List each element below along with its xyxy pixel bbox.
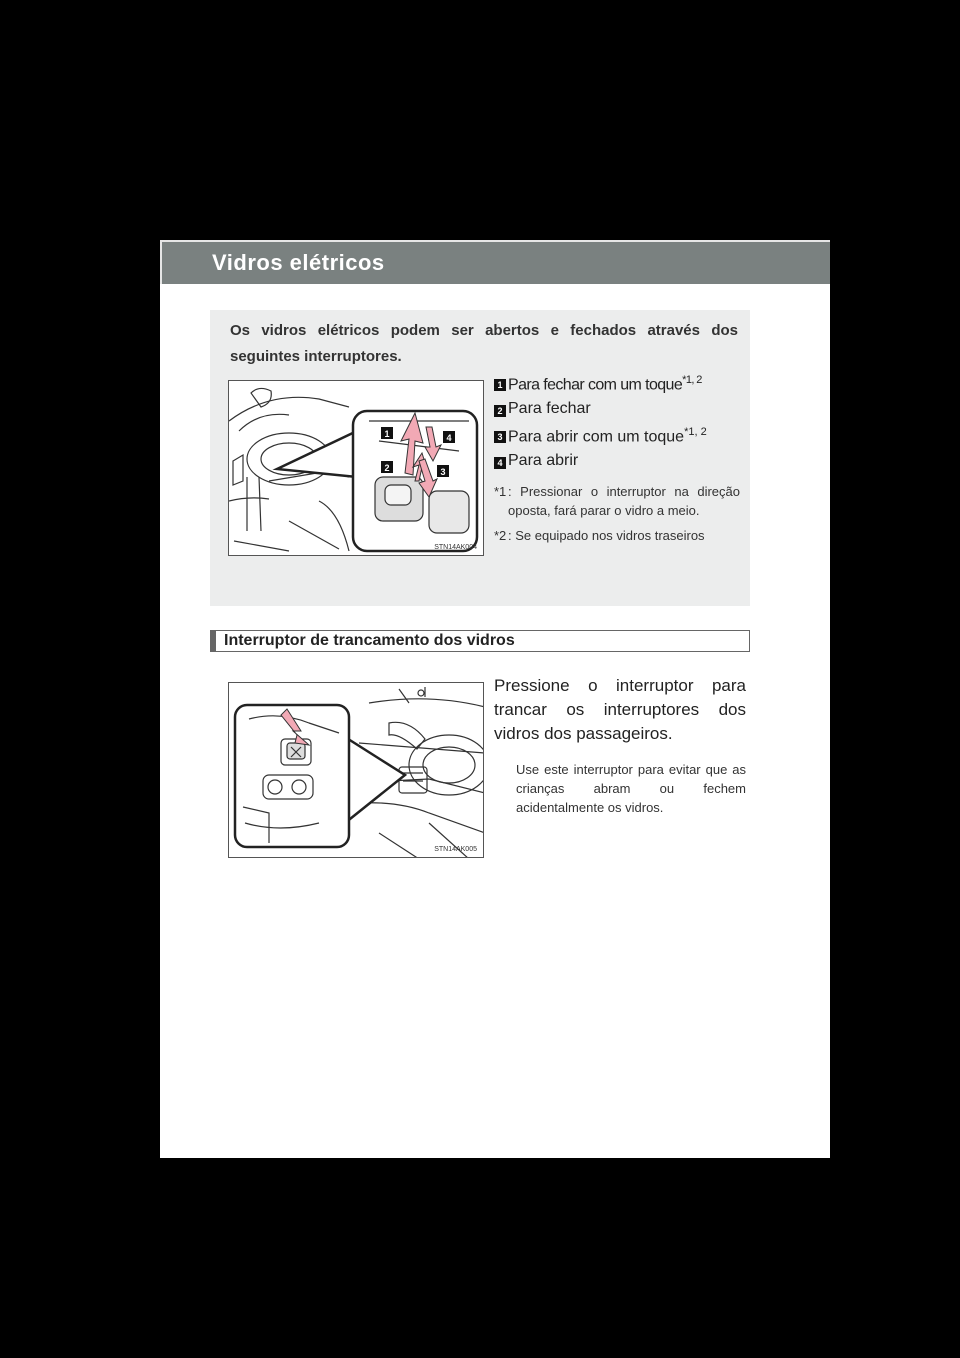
section-note-text: Use este interruptor para evitar que as crianças abram ou fechem acidentalmente os vidros.	[516, 762, 746, 815]
lock-switch-drawing	[229, 683, 484, 858]
section-heading	[210, 630, 750, 652]
legend-text: Para abrir com um toque$^{*1, 2}$	[508, 426, 707, 446]
legend	[494, 372, 740, 545]
legend-item	[494, 424, 740, 450]
manual-page	[160, 240, 830, 1158]
legend-text: Para fechar com um toque$^{*1, 2}$	[508, 374, 702, 394]
legend-item	[494, 372, 740, 398]
section-main-text: Pressione o interruptor para trancar os interruptores dos vidros dos passageiros.	[494, 676, 746, 743]
legend-superscript: *1, 2	[682, 374, 702, 386]
legend-text: Para abrir	[508, 452, 579, 469]
power-window-switch-illustration	[228, 380, 484, 556]
footnote-text: : Pressionar o interruptor na direção oposta, fará parar o vidro a meio.	[508, 484, 740, 518]
callout-1-label: 1	[384, 429, 390, 439]
figure-code: STN14AK005	[434, 846, 477, 853]
section-body	[494, 674, 746, 817]
legend-number: 4	[494, 457, 506, 469]
page-number: 112	[160, 1139, 181, 1154]
legend-text: Para fechar	[508, 400, 591, 417]
legend-number: 3	[494, 431, 506, 443]
footnote	[494, 526, 740, 545]
legend-item	[494, 450, 740, 476]
page-title: Vidros elétricos	[212, 250, 385, 275]
intro-box	[210, 310, 750, 606]
footnote-mark: *1	[494, 484, 507, 499]
window-switch-drawing	[229, 381, 484, 556]
window-lock-switch-illustration	[228, 682, 484, 858]
title-bar	[160, 240, 830, 284]
footnote-mark: *2	[494, 528, 507, 543]
footnote-text: : Se equipado nos vidros traseiros	[508, 528, 705, 543]
section-heading-text: Interruptor de trancamento dos vidros	[224, 632, 515, 649]
callout-3-label: 3	[440, 467, 446, 477]
legend-number: 1	[494, 379, 506, 391]
intro-text: Os vidros elétricos podem ser abertos e fechados através dos seguintes interruptores.	[230, 322, 738, 365]
callout-4-label: 4	[446, 433, 452, 443]
callout-2-label: 2	[384, 463, 390, 473]
figure-code: STN14AK004	[434, 544, 477, 551]
legend-superscript: *1, 2	[684, 426, 707, 438]
legend-number: 2	[494, 405, 506, 417]
legend-item	[494, 398, 740, 424]
footnote	[494, 482, 740, 520]
